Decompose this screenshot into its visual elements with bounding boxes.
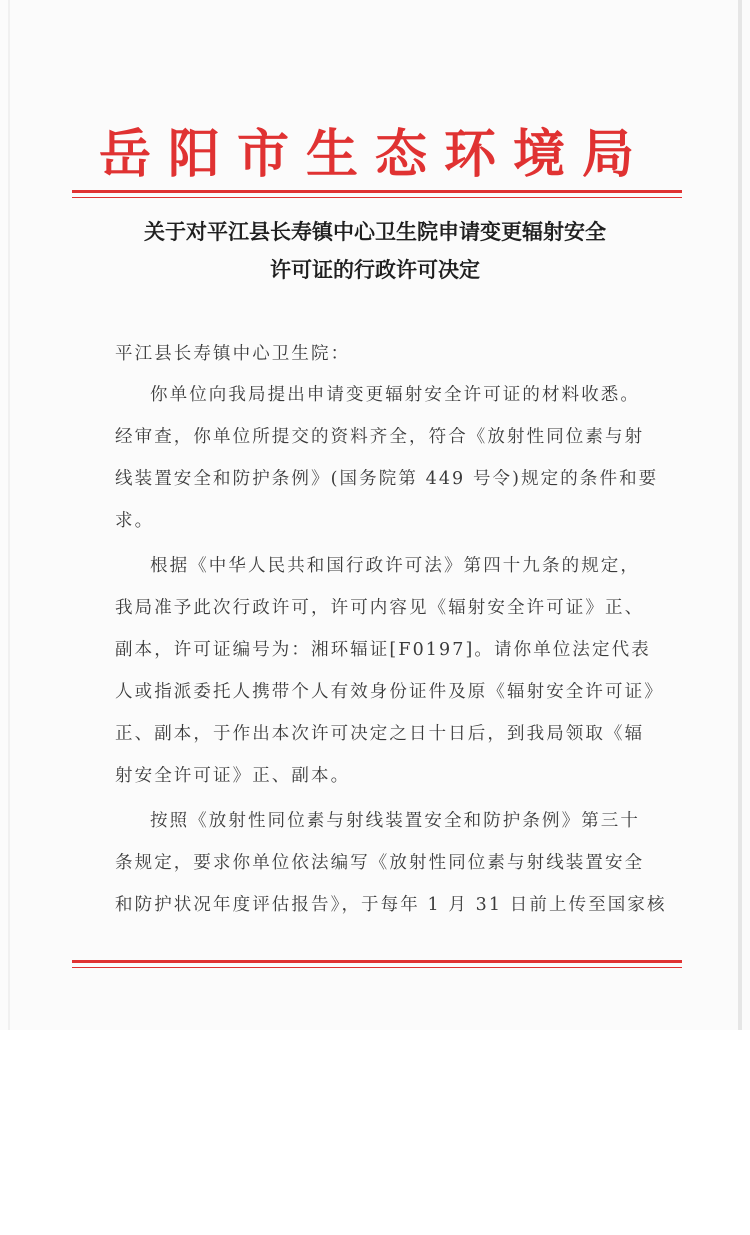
body-line: 我局准予此次行政许可，许可内容见《辐射安全许可证》正、 <box>115 598 645 618</box>
issuer-header: 岳阳市生态环境局 <box>98 124 651 185</box>
body-line: 条规定，要求你单位依法编写《放射性同位素与射线装置安全 <box>115 853 645 873</box>
body-line: 求。 <box>115 511 155 531</box>
body-line: 射安全许可证》正、副本。 <box>115 766 351 786</box>
header-rule-thin <box>72 197 682 198</box>
addressee: 平江县长寿镇中心卫生院： <box>115 344 351 364</box>
body-line: 线装置安全和防护条例》(国务院第 449 号令)规定的条件和要 <box>115 469 659 489</box>
body-line: 你单位向我局提出申请变更辐射安全许可证的材料收悉。 <box>150 385 640 405</box>
body-line: 经审查，你单位所提交的资料齐全，符合《放射性同位素与射 <box>115 427 645 447</box>
document-title-line-1: 关于对平江县长寿镇中心卫生院申请变更辐射安全 <box>144 219 606 244</box>
document-title-line-2: 许可证的行政许可决定 <box>270 257 480 282</box>
body-line: 按照《放射性同位素与射线装置安全和防护条例》第三十 <box>150 811 640 831</box>
body-line: 人或指派委托人携带个人有效身份证件及原《辐射安全许可证》 <box>115 682 664 702</box>
body-line: 根据《中华人民共和国行政许可法》第四十九条的规定， <box>150 556 640 576</box>
body-line: 正、副本，于作出本次许可决定之日十日后，到我局领取《辐 <box>115 724 645 744</box>
footer-rule-thin <box>72 967 682 968</box>
header-rule-thick <box>72 190 682 193</box>
body-line: 副本，许可证编号为：湘环辐证[F0197]。请你单位法定代表 <box>115 640 651 660</box>
footer-rule-thick <box>72 960 682 963</box>
body-line: 和防护状况年度评估报告》，于每年 1 月 31 日前上传至国家核 <box>115 895 667 915</box>
